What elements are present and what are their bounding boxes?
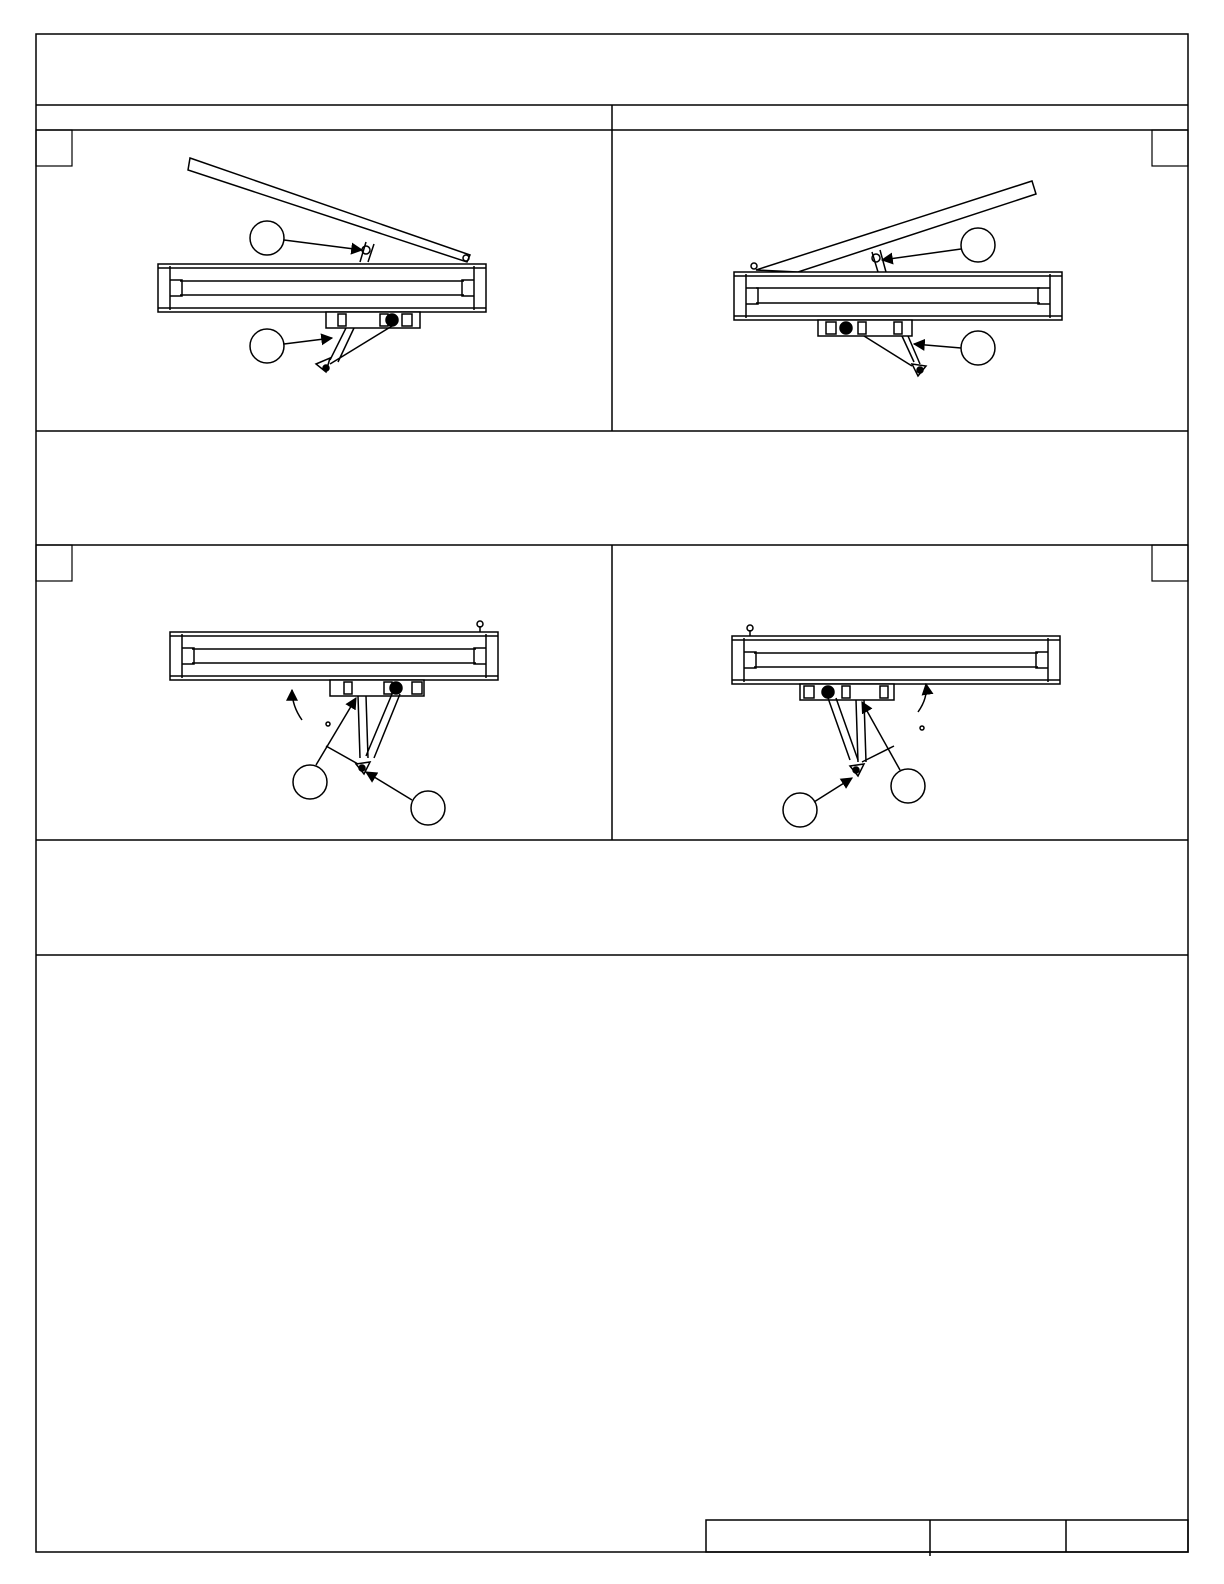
illustration-upper-left <box>158 158 486 372</box>
frame <box>734 272 1062 320</box>
callout-bubble <box>891 769 925 803</box>
illustration-lower-right <box>732 625 1060 827</box>
callout-bubble <box>783 793 817 827</box>
step-box-upper-right <box>1152 130 1188 166</box>
sheet-frame <box>36 34 1188 1552</box>
angle-mark: ° <box>324 720 328 731</box>
step-box-lower-left <box>36 545 72 581</box>
angle-mark: ° <box>920 724 924 735</box>
callout-bubble <box>250 221 284 255</box>
frame <box>170 632 498 680</box>
step-box-upper-left <box>36 130 72 166</box>
callout-bubble <box>411 791 445 825</box>
illustration-lower-left <box>170 621 498 825</box>
callout-bubble <box>961 228 995 262</box>
callout-bubble <box>293 765 327 799</box>
title-block <box>706 1520 1188 1556</box>
callout-bubble <box>250 329 284 363</box>
illustration-upper-right <box>734 181 1062 376</box>
callout-bubble <box>961 331 995 365</box>
frame <box>732 636 1060 684</box>
step-box-lower-right <box>1152 545 1188 581</box>
frame <box>158 264 486 312</box>
